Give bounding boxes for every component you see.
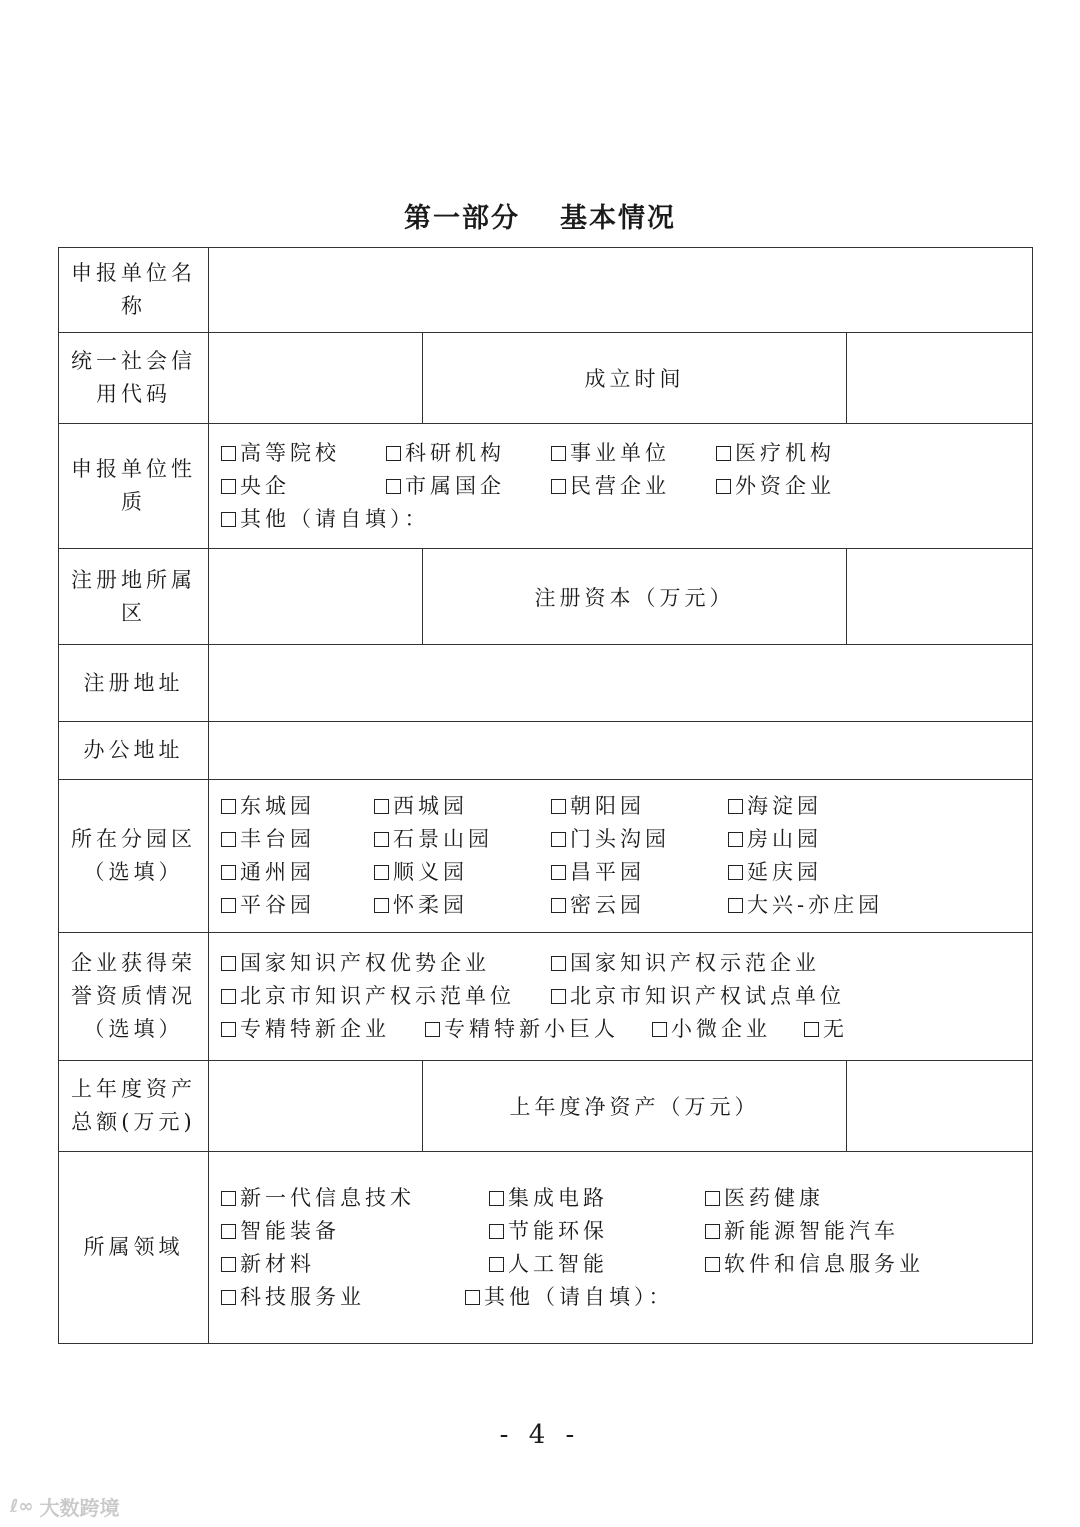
checkbox-label: 延庆园 bbox=[747, 860, 822, 884]
row-credit-code bbox=[59, 333, 1033, 424]
checkbox-icon[interactable] bbox=[221, 989, 236, 1004]
label-applicant-name: 申报单位名称 bbox=[59, 248, 209, 333]
checkbox-icon[interactable] bbox=[221, 1257, 236, 1272]
checkbox-option[interactable] bbox=[221, 947, 551, 980]
checkbox-icon[interactable] bbox=[705, 1224, 720, 1239]
checkbox-option[interactable] bbox=[221, 1215, 489, 1248]
checkbox-label: 北京市知识产权示范单位 bbox=[240, 984, 515, 1008]
checkbox-option[interactable] bbox=[705, 1248, 924, 1281]
checkbox-label: 顺义园 bbox=[393, 860, 468, 884]
checkbox-option[interactable] bbox=[551, 980, 845, 1013]
label-field: 所属领域 bbox=[59, 1152, 209, 1344]
checkbox-icon[interactable] bbox=[374, 865, 389, 880]
checkbox-icon[interactable] bbox=[716, 446, 731, 461]
checkbox-label: 医药健康 bbox=[724, 1185, 824, 1210]
checkbox-option[interactable] bbox=[705, 1215, 899, 1248]
checkbox-option[interactable] bbox=[716, 470, 835, 503]
checkbox-option[interactable] bbox=[551, 823, 728, 856]
checkbox-option[interactable] bbox=[374, 856, 551, 889]
checkbox-option[interactable] bbox=[374, 889, 551, 922]
checkbox-option[interactable] bbox=[221, 823, 374, 856]
checkbox-label: 央企 bbox=[240, 473, 290, 498]
checkbox-option[interactable] bbox=[386, 470, 551, 503]
field-total-assets[interactable] bbox=[209, 1061, 423, 1152]
checkbox-icon[interactable] bbox=[551, 446, 566, 461]
checkbox-label: 无 bbox=[823, 1017, 848, 1041]
checkbox-label: 民营企业 bbox=[570, 473, 670, 498]
watermark bbox=[10, 1492, 119, 1521]
checkbox-option[interactable] bbox=[804, 1013, 848, 1046]
field-registered-capital[interactable] bbox=[847, 549, 1033, 645]
field-district[interactable] bbox=[209, 549, 423, 645]
checkbox-label: 丰台园 bbox=[240, 827, 315, 851]
checkbox-icon[interactable] bbox=[374, 898, 389, 913]
label-total-assets: 上年度资产总额(万元) bbox=[59, 1061, 209, 1152]
checkbox-icon[interactable] bbox=[221, 898, 236, 913]
checkbox-icon[interactable] bbox=[489, 1224, 504, 1239]
checkbox-icon[interactable] bbox=[551, 956, 566, 971]
row-district bbox=[59, 549, 1033, 645]
checkbox-label: 外资企业 bbox=[735, 473, 835, 498]
options-park bbox=[209, 780, 1033, 933]
checkbox-label: 市属国企 bbox=[405, 473, 505, 498]
field-net-assets[interactable] bbox=[847, 1061, 1033, 1152]
field-office-address[interactable] bbox=[209, 722, 1033, 780]
option-row bbox=[221, 856, 1032, 889]
checkbox-option[interactable] bbox=[728, 823, 822, 856]
checkbox-icon[interactable] bbox=[728, 799, 743, 814]
checkbox-label: 其他（请自填）： bbox=[484, 1284, 674, 1309]
checkbox-icon[interactable] bbox=[728, 865, 743, 880]
checkbox-option[interactable] bbox=[386, 437, 551, 470]
checkbox-option[interactable] bbox=[374, 790, 551, 823]
checkbox-label: 新一代信息技术 bbox=[240, 1185, 415, 1210]
checkbox-icon[interactable] bbox=[551, 799, 566, 814]
watermark-logo-icon: ℓ∞ bbox=[10, 1496, 34, 1517]
checkbox-option[interactable] bbox=[551, 889, 728, 922]
checkbox-option[interactable] bbox=[716, 437, 835, 470]
checkbox-label: 怀柔园 bbox=[393, 893, 468, 917]
checkbox-label: 国家知识产权示范企业 bbox=[570, 951, 820, 975]
field-established-date[interactable] bbox=[847, 333, 1033, 424]
checkbox-label: 小微企业 bbox=[671, 1017, 771, 1041]
checkbox-icon[interactable] bbox=[705, 1257, 720, 1272]
checkbox-label: 新材料 bbox=[240, 1251, 315, 1276]
options-field bbox=[209, 1152, 1033, 1344]
label-honors: 企业获得荣誉资质情况（选填） bbox=[59, 933, 209, 1061]
option-row bbox=[221, 1182, 1032, 1215]
checkbox-option[interactable] bbox=[221, 437, 386, 470]
checkbox-icon[interactable] bbox=[221, 1224, 236, 1239]
label-park: 所在分园区（选填） bbox=[59, 780, 209, 933]
checkbox-label: 科研机构 bbox=[405, 440, 505, 465]
checkbox-icon[interactable] bbox=[221, 832, 236, 847]
label-net-assets: 上年度净资产（万元） bbox=[423, 1061, 847, 1152]
checkbox-option[interactable] bbox=[551, 856, 728, 889]
options-honors bbox=[209, 933, 1033, 1061]
row-reg-address bbox=[59, 645, 1033, 722]
row-honors bbox=[59, 933, 1033, 1061]
checkbox-label: 东城园 bbox=[240, 794, 315, 818]
checkbox-option[interactable] bbox=[221, 790, 374, 823]
checkbox-icon[interactable] bbox=[728, 898, 743, 913]
checkbox-icon[interactable] bbox=[221, 446, 236, 461]
checkbox-icon[interactable] bbox=[465, 1290, 480, 1305]
checkbox-icon[interactable] bbox=[804, 1022, 819, 1037]
checkbox-option[interactable] bbox=[221, 889, 374, 922]
checkbox-option[interactable] bbox=[705, 1182, 824, 1215]
checkbox-option[interactable] bbox=[728, 790, 822, 823]
checkbox-label: 门头沟园 bbox=[570, 827, 670, 851]
checkbox-icon[interactable] bbox=[551, 865, 566, 880]
checkbox-option[interactable] bbox=[551, 947, 820, 980]
field-applicant-name[interactable] bbox=[209, 248, 1033, 333]
row-office-address bbox=[59, 722, 1033, 780]
checkbox-option[interactable] bbox=[221, 1013, 425, 1046]
option-row bbox=[221, 437, 1032, 470]
checkbox-option[interactable] bbox=[489, 1248, 705, 1281]
checkbox-icon[interactable] bbox=[221, 799, 236, 814]
checkbox-label: 北京市知识产权试点单位 bbox=[570, 984, 845, 1008]
section-part: 第一部分 bbox=[404, 203, 520, 234]
checkbox-label: 密云园 bbox=[570, 893, 645, 917]
checkbox-label: 集成电路 bbox=[508, 1185, 608, 1210]
checkbox-label: 事业单位 bbox=[570, 440, 670, 465]
checkbox-label: 高等院校 bbox=[240, 440, 340, 465]
checkbox-option[interactable] bbox=[489, 1182, 705, 1215]
checkbox-option[interactable] bbox=[221, 1281, 465, 1314]
checkbox-option[interactable] bbox=[221, 980, 551, 1013]
label-reg-address: 注册地址 bbox=[59, 645, 209, 722]
checkbox-option[interactable] bbox=[551, 437, 716, 470]
checkbox-option[interactable] bbox=[221, 1248, 489, 1281]
checkbox-label: 医疗机构 bbox=[735, 440, 835, 465]
option-row bbox=[221, 790, 1032, 823]
checkbox-option[interactable] bbox=[551, 470, 716, 503]
checkbox-icon[interactable] bbox=[221, 1191, 236, 1206]
checkbox-icon[interactable] bbox=[386, 479, 401, 494]
label-established-date: 成立时间 bbox=[423, 333, 847, 424]
row-applicant-name bbox=[59, 248, 1033, 333]
checkbox-icon[interactable] bbox=[221, 512, 236, 527]
option-row bbox=[221, 1013, 1032, 1046]
checkbox-option[interactable] bbox=[652, 1013, 804, 1046]
checkbox-label: 人工智能 bbox=[508, 1251, 608, 1276]
label-nature: 申报单位性质 bbox=[59, 424, 209, 549]
option-row bbox=[221, 980, 1032, 1013]
checkbox-option[interactable] bbox=[551, 790, 728, 823]
section-title bbox=[0, 196, 1080, 235]
checkbox-option[interactable] bbox=[221, 1182, 489, 1215]
checkbox-option[interactable] bbox=[221, 503, 430, 536]
row-field bbox=[59, 1152, 1033, 1344]
checkbox-icon[interactable] bbox=[221, 1290, 236, 1305]
checkbox-label: 专精特新小巨人 bbox=[444, 1017, 619, 1041]
label-office-address: 办公地址 bbox=[59, 722, 209, 780]
checkbox-option[interactable] bbox=[465, 1281, 674, 1314]
basic-info-table bbox=[58, 247, 1033, 1344]
checkbox-option[interactable] bbox=[221, 470, 386, 503]
checkbox-option[interactable] bbox=[221, 856, 374, 889]
checkbox-label: 智能装备 bbox=[240, 1218, 340, 1243]
checkbox-label: 房山园 bbox=[747, 827, 822, 851]
checkbox-icon[interactable] bbox=[551, 479, 566, 494]
row-park bbox=[59, 780, 1033, 933]
option-row bbox=[221, 470, 1032, 503]
label-registered-capital: 注册资本（万元） bbox=[423, 549, 847, 645]
checkbox-option[interactable] bbox=[425, 1013, 652, 1046]
checkbox-icon[interactable] bbox=[716, 479, 731, 494]
page-number: - 4 - bbox=[499, 1420, 581, 1450]
watermark-text: 大数跨境 bbox=[39, 1496, 120, 1520]
checkbox-icon[interactable] bbox=[652, 1022, 667, 1037]
checkbox-option[interactable] bbox=[374, 823, 551, 856]
option-row bbox=[221, 947, 1032, 980]
option-row bbox=[221, 503, 1032, 536]
checkbox-icon[interactable] bbox=[386, 446, 401, 461]
checkbox-icon[interactable] bbox=[221, 1022, 236, 1037]
options-nature bbox=[209, 424, 1033, 549]
checkbox-icon[interactable] bbox=[374, 832, 389, 847]
checkbox-label: 新能源智能汽车 bbox=[724, 1218, 899, 1243]
checkbox-label: 专精特新企业 bbox=[240, 1017, 390, 1041]
field-reg-address[interactable] bbox=[209, 645, 1033, 722]
checkbox-icon[interactable] bbox=[551, 832, 566, 847]
checkbox-label: 其他（请自填）： bbox=[240, 506, 430, 531]
checkbox-option[interactable] bbox=[489, 1215, 705, 1248]
checkbox-label: 石景山园 bbox=[393, 827, 493, 851]
checkbox-label: 昌平园 bbox=[570, 860, 645, 884]
checkbox-label: 平谷园 bbox=[240, 893, 315, 917]
checkbox-label: 朝阳园 bbox=[570, 794, 645, 818]
option-row bbox=[221, 889, 1032, 922]
checkbox-icon[interactable] bbox=[489, 1257, 504, 1272]
checkbox-icon[interactable] bbox=[221, 865, 236, 880]
checkbox-label: 大兴-亦庄园 bbox=[747, 893, 884, 917]
checkbox-label: 通州园 bbox=[240, 860, 315, 884]
field-credit-code[interactable] bbox=[209, 333, 423, 424]
row-nature bbox=[59, 424, 1033, 549]
row-assets bbox=[59, 1061, 1033, 1152]
option-row bbox=[221, 1281, 1032, 1314]
option-row bbox=[221, 1248, 1032, 1281]
label-district: 注册地所属区 bbox=[59, 549, 209, 645]
checkbox-icon[interactable] bbox=[374, 799, 389, 814]
checkbox-icon[interactable] bbox=[551, 989, 566, 1004]
checkbox-icon[interactable] bbox=[728, 832, 743, 847]
checkbox-label: 国家知识产权优势企业 bbox=[240, 951, 490, 975]
checkbox-icon[interactable] bbox=[221, 956, 236, 971]
option-row bbox=[221, 1215, 1032, 1248]
checkbox-icon[interactable] bbox=[221, 479, 236, 494]
checkbox-icon[interactable] bbox=[551, 898, 566, 913]
checkbox-label: 海淀园 bbox=[747, 794, 822, 818]
section-name: 基本情况 bbox=[560, 203, 676, 234]
label-credit-code: 统一社会信用代码 bbox=[59, 333, 209, 424]
checkbox-icon[interactable] bbox=[489, 1191, 504, 1206]
option-row bbox=[221, 823, 1032, 856]
checkbox-option[interactable] bbox=[728, 856, 822, 889]
checkbox-label: 节能环保 bbox=[508, 1218, 608, 1243]
checkbox-label: 西城园 bbox=[393, 794, 468, 818]
checkbox-icon[interactable] bbox=[705, 1191, 720, 1206]
checkbox-label: 科技服务业 bbox=[240, 1284, 365, 1309]
checkbox-label: 软件和信息服务业 bbox=[724, 1251, 924, 1276]
checkbox-option[interactable] bbox=[728, 889, 883, 922]
checkbox-icon[interactable] bbox=[425, 1022, 440, 1037]
